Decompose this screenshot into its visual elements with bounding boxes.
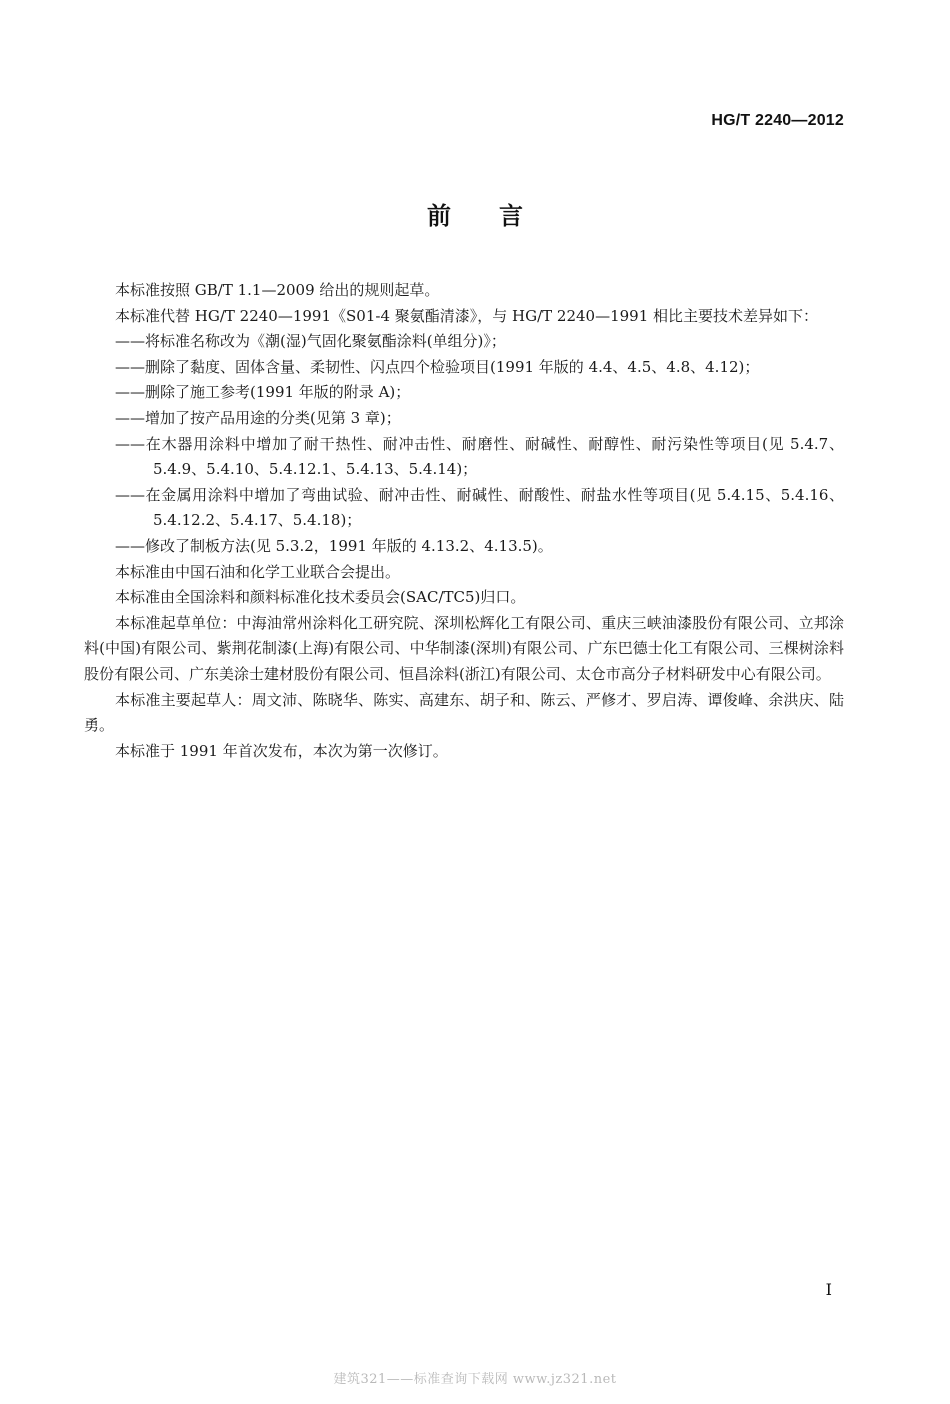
paragraph-drafters: 本标准主要起草人：周文沛、陈晓华、陈实、高建东、胡子和、陈云、严修才、罗启涛、谭俊峰、余洪庆、陆勇。 <box>84 690 844 735</box>
change-item: ——在金属用涂料中增加了弯曲试验、耐冲击性、耐碱性、耐酸性、耐盐水性等项目(见 5.4.15、5.4.16、5.4.12.2、5.4.17、5.4.18)； <box>115 485 844 530</box>
foreword-body <box>84 278 844 764</box>
paragraph-centralized-by: 本标准由全国涂料和颜料标准化技术委员会(SAC/TC5)归口。 <box>115 588 526 607</box>
change-item: ——将标准名称改为《潮(湿)气固化聚氨酯涂料(单组分)》； <box>115 332 506 351</box>
change-item: ——增加了按产品用途的分类(见第 3 章)； <box>115 408 401 427</box>
standard-code: HG/T 2240—2012 <box>711 112 844 129</box>
change-item: ——修改了制板方法(见 5.3.2，1991 年版的 4.13.2、4.13.5)。 <box>115 536 553 555</box>
page-number: I <box>825 1280 832 1299</box>
paragraph-drafting-rules: 本标准按照 GB/T 1.1—2009 给出的规则起草。 <box>115 281 440 299</box>
watermark: 建筑321——标准查询下载网 www.jz321.net <box>333 1372 617 1387</box>
change-item: ——删除了黏度、固体含量、柔韧性、闪点四个检验项目(1991 年版的 4.4、4.5、4.8、4.12)； <box>115 357 760 376</box>
paragraph-history: 本标准于 1991 年首次发布，本次为第一次修订。 <box>115 741 448 760</box>
paragraph-proposed-by: 本标准由中国石油和化学工业联合会提出。 <box>115 562 401 581</box>
change-item: ——删除了施工参考(1991 年版的附录 A)； <box>115 383 411 402</box>
change-item: ——在木器用涂料中增加了耐干热性、耐冲击性、耐磨性、耐碱性、耐醇性、耐污染性等项目(见 5.4.7、5.4.9、5.4.10、5.4.12.1、5.4.13、5.4.14)； <box>115 434 844 479</box>
paragraph-replacement: 本标准代替 HG/T 2240—1991《S01-4 聚氨酯清漆》，与 HG/T 2240—1991 相比主要技术差异如下： <box>115 306 819 325</box>
paragraph-drafting-units: 本标准起草单位：中海油常州涂料化工研究院、深圳松辉化工有限公司、重庆三峡油漆股份有限公司、立邦涂料(中国)有限公司、紫荆花制漆(上海)有限公司、中华制漆(深圳)有限公司、广东巴德士化工有限公司、三棵树涂料股份有限公司、广东美涂士建材股份有限公司、恒昌涂料(浙江)有限公司、太仓市高分子材料研发中心有限公司。 <box>84 613 844 683</box>
page-title: 前言 <box>427 202 571 230</box>
